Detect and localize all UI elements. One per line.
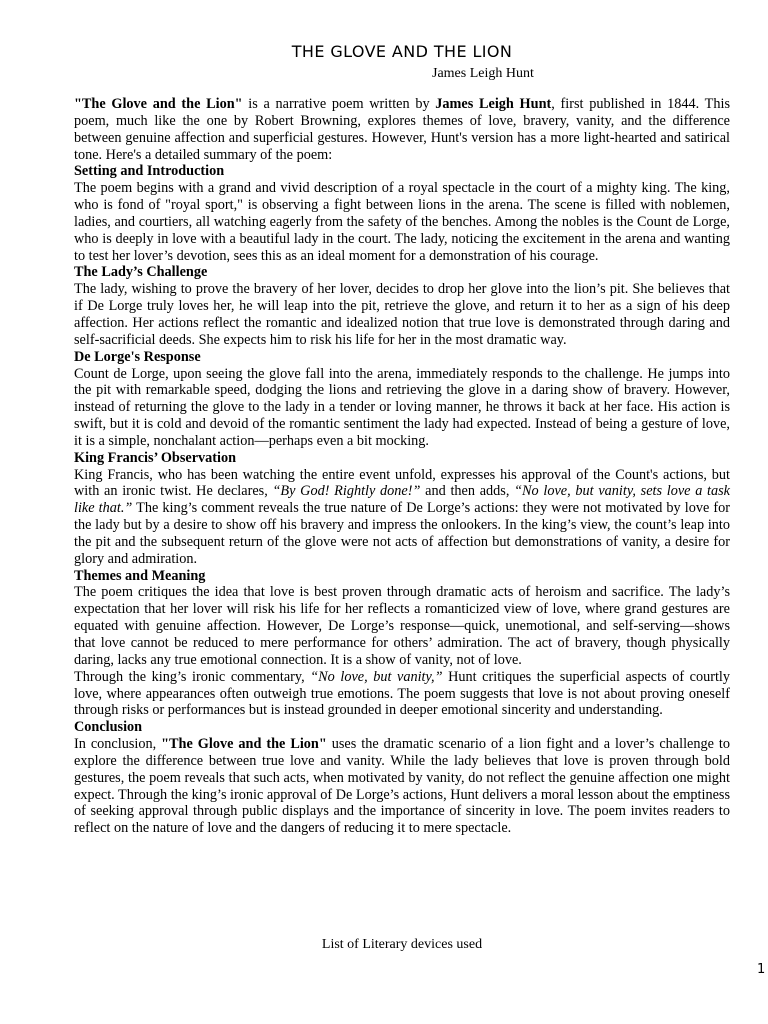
observation-text-3: The king’s comment reveals the true nature of De Lorge’s actions: they were not motivated by love for the lady but by a desire to show off his bravery and impress the onlookers. In the king’s view, the count’s leap into the pit and the subsequent return of the glove were not acts of affection but demonstrations of vanity, a desire for glory and admiration. xyxy=(74,500,730,567)
conclusion-text-1: In conclusion, xyxy=(74,736,162,753)
king-quote-2: “No love, but vanity, sets love a task like that.” xyxy=(74,483,730,517)
themes-text-2: Hunt critiques the superficial aspects of courtly love, where appearances often outweigh true emotions. The poem suggests that love is not about proving oneself through risks or performances but is instead grounded in deeper emotional sincerity and understanding. xyxy=(74,668,730,719)
themes-text-1: Through the king’s ironic commentary, xyxy=(74,668,311,685)
conclusion-poem-title: "The Glove and the Lion" xyxy=(161,736,327,753)
intro-text-1: is a narrative poem written by xyxy=(242,96,436,112)
observation-text-1: King Francis, who has been watching the entire event unfold, expresses his approval of the Count's actions, but with an ironic twist. He declares, xyxy=(74,466,730,500)
devices-line: List of Literary devices used xyxy=(321,937,483,952)
heading-challenge: The Lady’s Challenge xyxy=(74,264,208,281)
intro-text-2: , first published in 1844. This poem, much like the one by Robert Browning, explores themes of love, bravery, vanity, and the difference between genuine affection and superficial gestures. However, Hunt's version has a more light-hearted and satirical tone. Here's a detailed summary of the poem: xyxy=(74,96,730,163)
observation-text-2: and then adds, xyxy=(420,483,515,500)
document-body xyxy=(74,96,730,837)
page-number: 1 xyxy=(757,962,766,977)
author-bold: James Leigh Hunt xyxy=(435,96,552,112)
poem-title-bold: "The Glove and the Lion" xyxy=(74,96,243,112)
heading-setting: Setting and Introduction xyxy=(74,163,225,180)
heading-observation: King Francis’ Observation xyxy=(74,449,237,466)
challenge-paragraph: The lady, wishing to prove the bravery of her lover, decides to drop her glove into the lion’s pit. She believes that if De Lorge truly loves her, he will leap into the pit, retrieve the glove, and return it to her as a sign of his deep affection. Her actions reflect the romantic and idealized notion that true love is demonstrated through daring and self-sacrificial deeds. She expects him to risk his life for her in the most dramatic way. xyxy=(74,281,730,348)
response-paragraph: Count de Lorge, upon seeing the glove fall into the arena, immediately responds to the challenge. He jumps into the pit with remarkable speed, dodging the lions and retrieving the glove in a daring show of bravery. However, instead of returning the glove to the lady in a tender or loving manner, he throws it back at her face. His action is swift, but it is cold and devoid of the romantic sentiment the lady had expected. Instead of being a gesture of love, it is a simple, nonchalant action—perhaps even a bit mocking. xyxy=(74,365,730,449)
heading-conclusion: Conclusion xyxy=(74,719,143,736)
king-quote-1: “By God! Rightly done!” xyxy=(272,483,421,500)
themes-quote: “No love, but vanity,” xyxy=(310,668,443,685)
conclusion-paragraph xyxy=(74,736,730,837)
heading-themes: Themes and Meaning xyxy=(74,567,206,584)
document-title: THE GLOVE AND THE LION xyxy=(291,42,513,61)
themes-paragraph-1: The poem critiques the idea that love is best proven through dramatic acts of heroism and sacrifice. The lady’s expectation that her lover will risk his life for her reflects a romanticized view of love, where grand gestures are equated with genuine affection. However, De Lorge’s response—quick, unemotional, and self-serving—shows that love cannot be reduced to mere performance for others’ admiration. The act of bravery, though physically daring, lacks any true emotional connection. It is a show of vanity, not of love. xyxy=(74,584,730,668)
heading-response: De Lorge's Response xyxy=(74,348,201,365)
conclusion-text-2: uses the dramatic scenario of a lion fight and a lover’s challenge to explore the difference between true love and vanity. While the lady believes that love is proven through bold gestures, the poem reveals that such acts, when motivated by vanity, do not reflect the genuine affection one might expect. Through the king’s ironic approval of De Lorge’s actions, Hunt delivers a moral lesson about the emptiness of seeking approval through public displays and the importance of sincerity in love. The poem invites readers to reflect on the nature of love and the dangers of reducing it to mere spectacle. xyxy=(74,736,731,837)
themes-paragraph-2 xyxy=(74,669,730,720)
setting-paragraph: The poem begins with a grand and vivid description of a royal spectacle in the court of a mighty king. The king, who is fond of "royal sport," is observing a fight between lions in the arena. The scene is filled with noblemen, ladies, and courtiers, all watching eagerly from the safety of the benches. Among the nobles is the Count de Lorge, who is deeply in love with a beautiful lady in the court. The lady, noticing the excitement in the arena and wanting to test her lover’s devotion, sees this as an ideal moment for a demonstration of his courage. xyxy=(74,180,730,264)
author-line: James Leigh Hunt xyxy=(432,66,534,81)
observation-paragraph xyxy=(74,467,730,568)
intro-paragraph xyxy=(74,96,730,163)
